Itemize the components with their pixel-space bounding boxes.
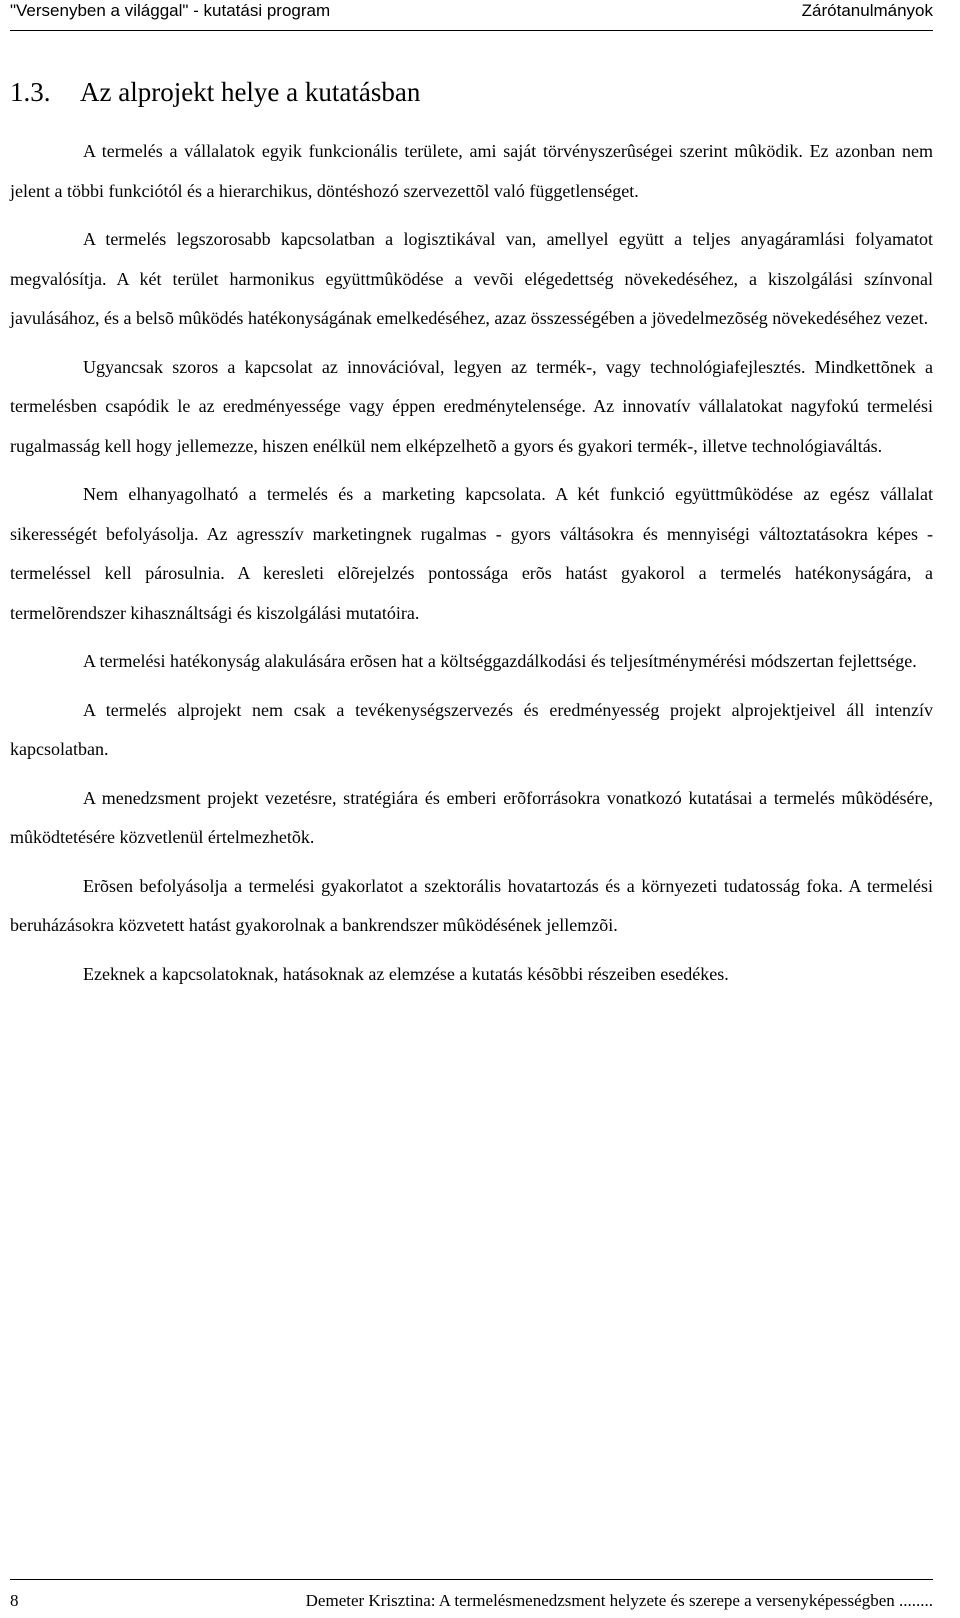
document-body xyxy=(10,74,933,1003)
paragraph: A termelés a vállalatok egyik funkcionális területe, ami saját törvényszerûségei szerint mûködik. Ez azonban nem jelent a többi funkciótól és a hierarchikus, döntéshozó szervezettõl való függetlenséget. xyxy=(10,141,933,201)
page-number: 8 xyxy=(10,1591,19,1610)
paragraph: A menedzsment projekt vezetésre, stratégiára és emberi erõforrásokra vonatkozó kutatásai a termelés mûködésére, mûködtetésére közvetlenül értelmezhetõk. xyxy=(10,787,933,847)
section-heading xyxy=(10,74,933,110)
paragraph: A termelés alprojekt nem csak a tevékenységszervezés és eredményesség projekt alprojektjeivel áll intenzív kapcsolatban. xyxy=(10,699,933,759)
paragraph: Ugyancsak szoros a kapcsolat az innovációval, legyen az termék-, vagy technológiafejlesztés. Mindkettõnek a termelésben csapódik le az eredményessége vagy éppen eredménytelensége. Az innovatív vállalatokat nagyfokú termelési rugalmasság kell hogy jellemezze, hiszen enélkül nem elképzelhetõ a gyors és gyakori termék-, illetve technológiaváltás. xyxy=(10,356,933,456)
header-program-title: "Versenyben a világgal" - kutatási program xyxy=(10,1,331,20)
paragraph: Erõsen befolyásolja a termelési gyakorlatot a szektorális hovatartozás és a környezeti tudatosság foka. A termelési beruházásokra közvetett hatást gyakorolnak a bankrendszer mûködésének jellemzõi. xyxy=(10,875,933,935)
header-document-type: Zárótanulmányok xyxy=(801,1,933,20)
paragraph: A termelési hatékonyság alakulására erõsen hat a költséggazdálkodási és teljesítménymérési módszertan fejlettsége. xyxy=(83,651,917,671)
paragraph: Nem elhanyagolható a termelés és a marketing kapcsolata. A két funkció együttmûködése az egész vállalat sikerességét befolyásolja. Az agresszív marketingnek rugalmas - gyors váltásokra és mennyiségi változtatásokra képes - termeléssel kell párosulnia. A keresleti elõrejelzés pontossága erõs hatást gyakorol a termelés hatékonyságára, a termelõrendszer kihasználtsági és kiszolgálási mutatóira. xyxy=(10,484,933,623)
paragraph: A termelés legszorosabb kapcsolatban a logisztikával van, amellyel együtt a teljes anyagáramlási folyamatot megvalósítja. A két terület harmonikus együttmûködése a vevõi elégedettség növekedéséhez, a kiszolgálási színvonal javulásához, és a belsõ mûködés hatékonyságának emelkedéséhez, azaz összességében a jövedelmezõség növekedéséhez vezet. xyxy=(10,229,933,328)
section-title: Az alprojekt helye a kutatásban xyxy=(80,77,421,107)
paragraph: Ezeknek a kapcsolatoknak, hatásoknak az elemzése a kutatás késõbbi részeiben esedékes. xyxy=(83,963,729,984)
page-footer xyxy=(10,1579,933,1618)
page-header xyxy=(10,0,933,31)
section-number: 1.3. xyxy=(10,77,51,107)
footer-author-title: Demeter Krisztina: A termelésmenedzsment helyzete és szerepe a versenyképességben ........ xyxy=(305,1591,933,1610)
